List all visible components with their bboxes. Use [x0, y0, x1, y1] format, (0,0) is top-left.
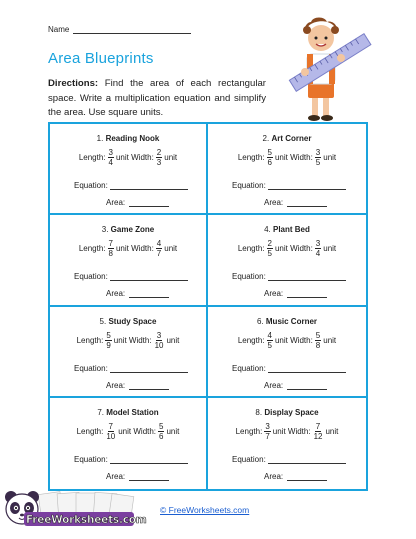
length-label: Length: [237, 335, 265, 345]
name-row [48, 25, 191, 34]
width-fraction [158, 422, 164, 441]
equation-field[interactable] [268, 456, 346, 464]
length-label: Length: [237, 153, 265, 162]
length-fraction [267, 148, 273, 167]
dimensions [50, 422, 206, 441]
problem-title [50, 225, 206, 234]
length-fraction [105, 331, 111, 350]
width-fraction [156, 239, 162, 258]
problem-number: 8. [255, 407, 263, 417]
area-field[interactable] [129, 199, 169, 207]
width-label: Width: [290, 153, 313, 162]
problem-card-7 [50, 398, 208, 489]
width-label: Width: [133, 426, 157, 436]
width-label: Width: [290, 244, 313, 254]
length-fraction [105, 422, 116, 441]
width-fraction [315, 148, 321, 167]
directions-text: Find the area of each rectangular space. Write a multiplication equation and simplify the area. Use square units. [48, 78, 266, 118]
problem-name: Game Zone [110, 225, 155, 235]
length-label: Length: [78, 153, 106, 162]
denominator: 5 [315, 158, 321, 167]
length-fraction [267, 239, 273, 258]
denominator: 7 [265, 431, 270, 441]
problem-name: Model Station [106, 407, 159, 417]
problem-card-6 [208, 307, 366, 398]
equation-field[interactable] [268, 365, 346, 373]
numerator: 7 [108, 239, 113, 249]
numerator: 4 [156, 239, 162, 249]
area-label: Area: [106, 471, 126, 481]
area-row [106, 289, 169, 298]
logo-text: FreeWorksheets.com [26, 514, 147, 526]
unit-label: unit [323, 244, 337, 254]
area-label: Area: [264, 198, 284, 207]
problem-number: 4. [264, 225, 271, 235]
width-label: Width: [128, 335, 152, 345]
equation-label: Equation: [74, 272, 108, 282]
directions-label: Directions: [48, 78, 99, 89]
problem-number: 6. [256, 316, 264, 326]
unit-label: unit [164, 244, 178, 254]
numerator: 7 [108, 421, 113, 431]
equation-label: Equation: [232, 363, 266, 373]
problem-title [50, 317, 206, 326]
unit-label: unit [325, 426, 339, 436]
unit-label: unit [323, 335, 337, 345]
equation-row [74, 455, 188, 464]
area-label: Area: [264, 289, 284, 299]
unit-label: unit [115, 244, 129, 254]
equation-label: Equation: [232, 272, 266, 282]
length-label: Length: [237, 244, 265, 254]
dimensions [50, 331, 206, 350]
area-label: Area: [106, 198, 126, 207]
problem-title [50, 134, 206, 143]
unit-label: unit [274, 244, 288, 254]
problem-card-3 [50, 215, 208, 306]
area-row [106, 198, 169, 207]
denominator: 7 [156, 249, 162, 259]
equation-label: Equation: [74, 181, 108, 190]
unit-label: unit [166, 426, 180, 436]
denominator: 4 [315, 249, 321, 259]
dimensions [208, 148, 366, 167]
area-label: Area: [264, 380, 284, 390]
numerator: 5 [159, 421, 164, 431]
equation-row [74, 272, 188, 281]
denominator: 12 [313, 431, 323, 441]
problem-card-2 [208, 124, 366, 215]
freeworksheets-logo [0, 487, 140, 539]
unit-label: unit [272, 426, 286, 436]
numerator: 4 [267, 330, 272, 340]
length-label: Length: [235, 426, 263, 436]
name-field[interactable] [73, 25, 191, 34]
denominator: 8 [315, 340, 321, 350]
denominator: 9 [106, 340, 111, 350]
denominator: 4 [108, 158, 113, 167]
equation-field[interactable] [110, 365, 188, 373]
length-fraction [108, 239, 114, 258]
numerator: 2 [156, 148, 162, 157]
footer-link[interactable]: © FreeWorksheets.com [160, 505, 250, 515]
problem-title [208, 317, 366, 326]
unit-label: unit [164, 153, 178, 162]
page-title: Area Blueprints [48, 50, 154, 67]
length-label: Length: [76, 335, 104, 345]
problem-card-8 [208, 398, 366, 489]
width-fraction [156, 148, 162, 167]
width-fraction [154, 331, 165, 350]
problem-card-4 [208, 215, 366, 306]
denominator: 5 [267, 249, 272, 259]
problem-title [208, 225, 366, 234]
problem-number: 2. [262, 134, 270, 143]
problem-number: 1. [96, 134, 104, 143]
length-fraction [108, 148, 114, 167]
numerator: 3 [156, 330, 162, 340]
problem-title [208, 134, 366, 143]
equation-row [232, 181, 346, 190]
kid-with-ruler-illustration [267, 10, 377, 125]
area-label: Area: [106, 380, 126, 390]
numerator: 7 [315, 421, 321, 431]
problem-number: 5. [99, 316, 107, 326]
width-label: Width: [287, 426, 311, 436]
numerator: 5 [267, 148, 272, 157]
equation-field[interactable] [110, 273, 188, 281]
equation-row [232, 272, 346, 281]
length-fraction [267, 331, 273, 350]
numerator: 3 [108, 148, 113, 157]
equation-row [74, 181, 188, 190]
denominator: 6 [159, 431, 164, 441]
length-label: Length: [76, 426, 104, 436]
denominator: 10 [154, 340, 164, 350]
area-field[interactable] [287, 382, 327, 390]
equation-label: Equation: [74, 363, 108, 373]
dimensions [208, 422, 366, 441]
numerator: 3 [315, 239, 321, 249]
equation-field[interactable] [110, 456, 188, 464]
dimensions [208, 331, 366, 350]
denominator: 5 [267, 340, 272, 350]
width-fraction [313, 422, 324, 441]
unit-label: unit [166, 335, 180, 345]
equation-field[interactable] [268, 182, 346, 190]
numerator: 3 [315, 148, 321, 157]
equation-field[interactable] [110, 182, 188, 190]
width-label: Width: [131, 153, 154, 162]
unit-label: unit [323, 153, 337, 162]
equation-label: Equation: [232, 181, 266, 190]
equation-row [232, 364, 346, 373]
area-label: Area: [106, 289, 126, 299]
problem-name: Display Space [264, 407, 319, 417]
dimensions [50, 148, 206, 167]
problem-name: Music Corner [265, 316, 318, 326]
problem-number: 3. [101, 225, 109, 235]
equation-label: Equation: [74, 454, 108, 464]
problem-number: 7. [97, 407, 104, 417]
equation-row [74, 364, 188, 373]
area-field[interactable] [287, 473, 327, 481]
problem-name: Study Space [108, 316, 157, 326]
unit-label: unit [274, 153, 288, 162]
dimensions [208, 239, 366, 258]
area-field[interactable] [287, 199, 327, 207]
problem-card-1 [50, 124, 208, 215]
area-label: Area: [264, 471, 284, 481]
denominator: 3 [156, 158, 162, 167]
problem-name: Plant Bed [273, 225, 310, 235]
equation-label: Equation: [232, 454, 266, 464]
width-fraction [315, 331, 321, 350]
numerator: 5 [106, 330, 111, 340]
unit-label: unit [118, 426, 132, 436]
unit-label: unit [274, 335, 288, 345]
area-field[interactable] [129, 290, 169, 298]
length-label: Length: [78, 244, 106, 254]
numerator: 2 [267, 239, 272, 249]
width-label: Width: [131, 244, 154, 254]
area-field[interactable] [129, 473, 169, 481]
problem-card-5 [50, 307, 208, 398]
width-label: Width: [290, 335, 313, 345]
unit-label: unit [115, 153, 129, 162]
equation-field[interactable] [268, 273, 346, 281]
numerator: 5 [315, 330, 321, 340]
denominator: 8 [108, 249, 113, 259]
area-row [106, 381, 169, 390]
area-row [264, 289, 327, 298]
problem-grid [48, 122, 368, 491]
problem-title [50, 408, 206, 417]
length-fraction [264, 422, 270, 441]
problem-name: Reading Nook [105, 134, 160, 143]
width-fraction [315, 239, 321, 258]
denominator: 10 [106, 431, 116, 441]
dimensions [50, 239, 206, 258]
unit-label: unit [113, 335, 127, 345]
problem-title [208, 408, 366, 417]
numerator: 3 [265, 421, 270, 431]
area-row [106, 472, 169, 481]
directions [48, 77, 266, 121]
area-row [264, 381, 327, 390]
area-field[interactable] [287, 290, 327, 298]
denominator: 6 [267, 158, 272, 167]
area-field[interactable] [129, 382, 169, 390]
problem-name: Art Corner [271, 134, 312, 143]
name-label: Name [48, 25, 70, 34]
area-row [264, 198, 327, 207]
equation-row [232, 455, 346, 464]
area-row [264, 472, 327, 481]
